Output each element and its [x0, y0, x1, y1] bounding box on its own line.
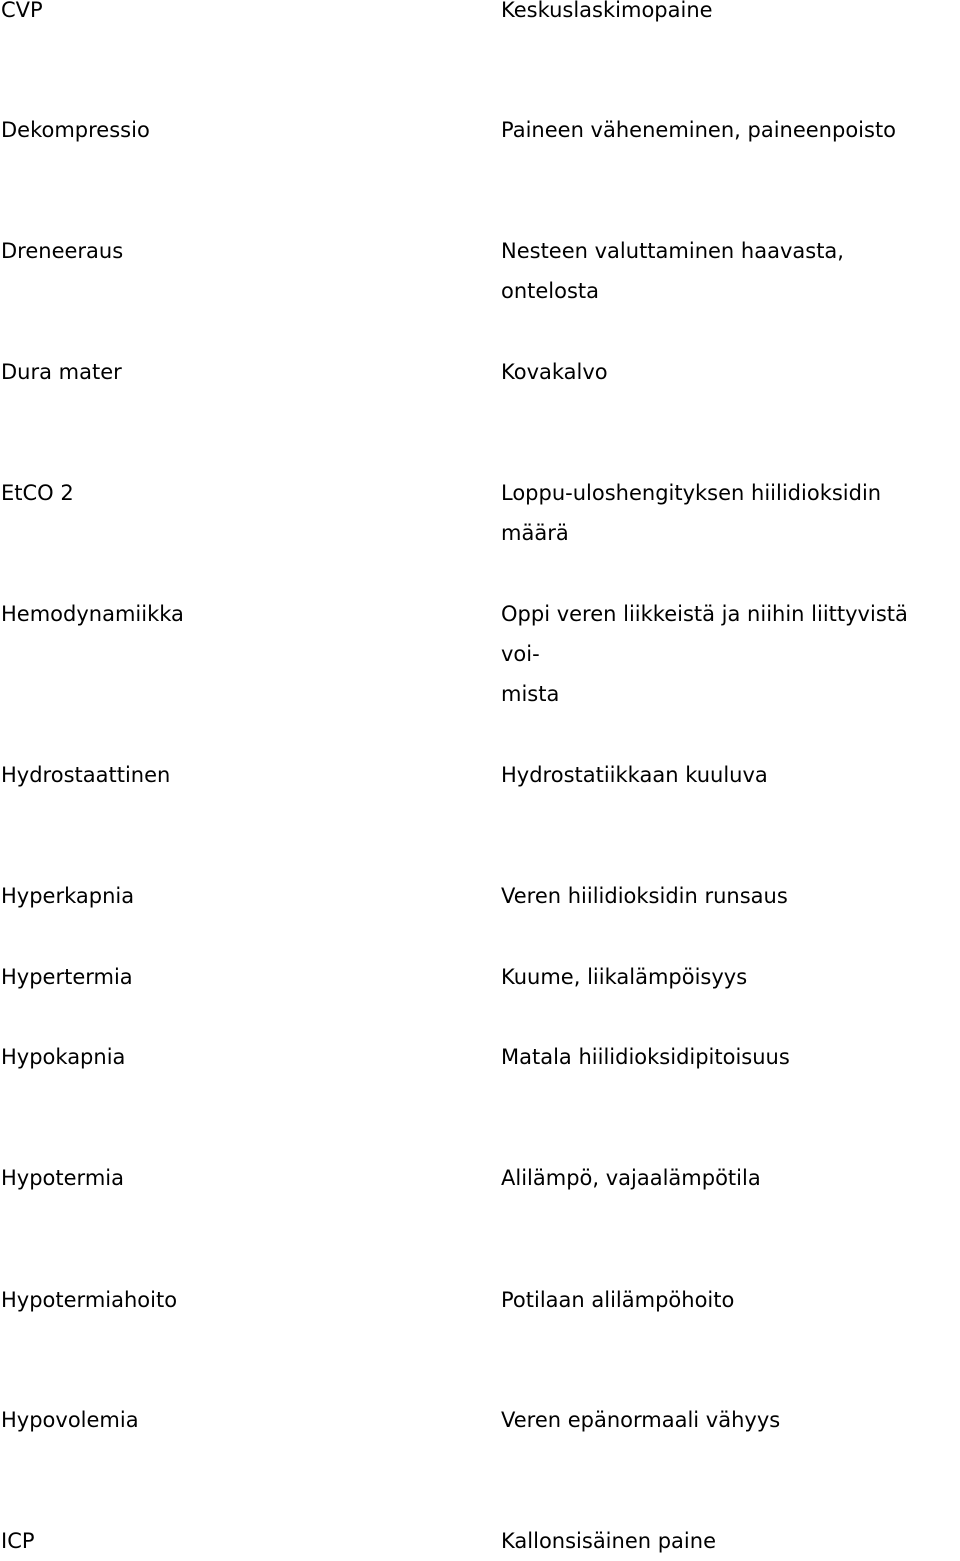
glossary-term: Hypotermiahoito: [1, 1288, 178, 1312]
glossary-term: CVP: [1, 0, 43, 22]
glossary-definition: Loppu-uloshengityksen hiilidioksidin määrä: [501, 481, 882, 545]
glossary-term: Dura mater: [1, 360, 122, 384]
glossary-definition: Keskuslaskimopaine: [501, 0, 713, 22]
glossary-definition: Alilämpö, vajaalämpötila: [501, 1166, 761, 1190]
glossary-term: Hydrostaattinen: [1, 763, 171, 787]
glossary-definition: Potilaan alilämpöhoito: [501, 1288, 735, 1312]
glossary-definition: Veren hiilidioksidin runsaus: [501, 884, 788, 908]
glossary-definition: Nesteen valuttaminen haavasta, ontelosta: [501, 239, 844, 303]
glossary-definition: Veren epänormaali vähyys: [501, 1408, 781, 1432]
glossary-term: Hypokapnia: [1, 1045, 126, 1069]
glossary-definition: Oppi veren liikkeistä ja niihin liittyvistä voi- mista: [501, 602, 908, 706]
glossary-term: Hemodynamiikka: [1, 602, 184, 626]
glossary-term: EtCO 2: [1, 481, 74, 505]
glossary-definition: Matala hiilidioksidipitoisuus: [501, 1045, 790, 1069]
glossary-definition: Hydrostatiikkaan kuuluva: [501, 763, 768, 787]
glossary-term: Dreneeraus: [1, 239, 124, 263]
glossary-definition: Kallonsisäinen paine: [501, 1529, 716, 1553]
glossary-definition: Kovakalvo: [501, 360, 608, 384]
glossary-term: Hypertermia: [1, 965, 133, 989]
glossary-definition: Kuume, liikalämpöisyys: [501, 965, 748, 989]
glossary-term: Hyperkapnia: [1, 884, 135, 908]
glossary-term: Dekompressio: [1, 118, 150, 142]
glossary-term: ICP: [1, 1529, 35, 1553]
glossary-term: Hypotermia: [1, 1166, 124, 1190]
glossary-term: Hypovolemia: [1, 1408, 139, 1432]
glossary-definition: Paineen väheneminen, paineenpoisto: [501, 118, 897, 142]
